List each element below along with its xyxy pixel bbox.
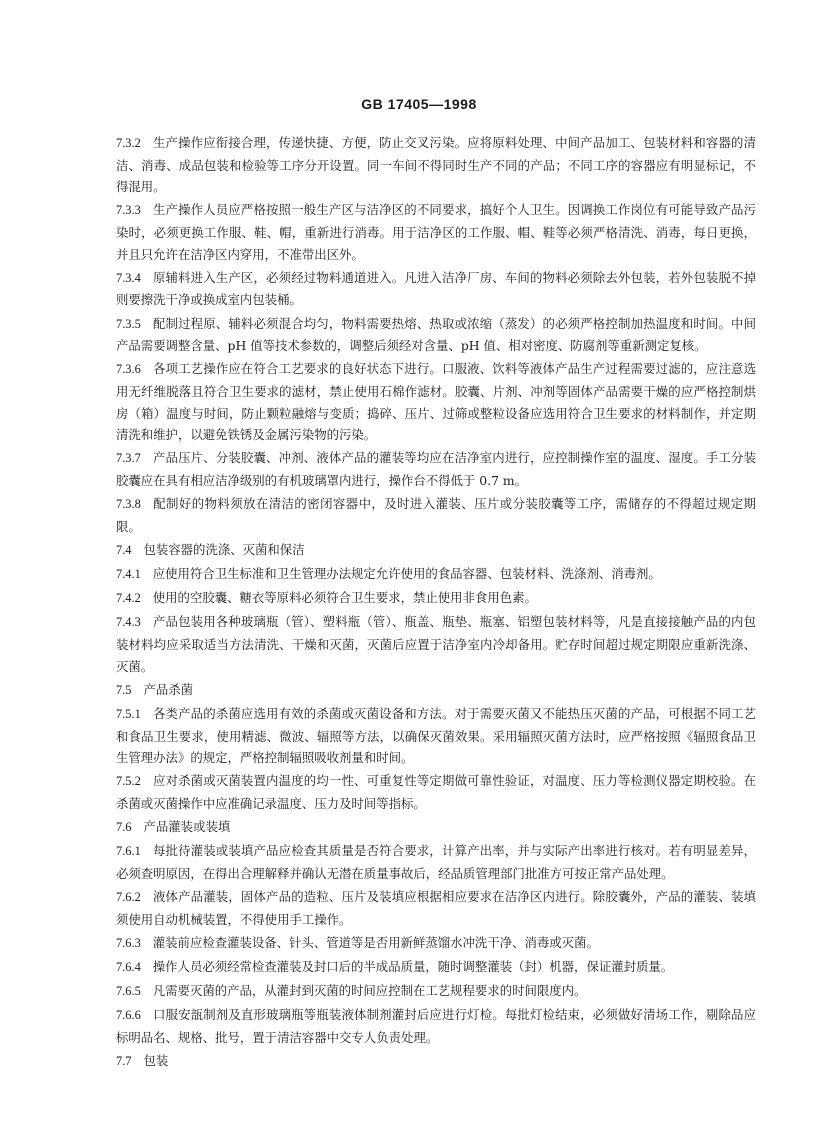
clause-paragraph: [116, 563, 756, 586]
clause-text: 产品灌装或装填: [143, 819, 231, 835]
clause-number: 7.3.3: [116, 203, 141, 218]
clause-paragraph: [116, 980, 756, 1003]
clause-text: 灌装前应检查灌装设备、针头、管道等是否用新鲜蒸馏水冲洗干净、消毒或灭菌。: [152, 934, 599, 950]
clause-number: 7.6.1: [116, 844, 141, 859]
clause-number: 7.4.2: [116, 591, 141, 606]
section-heading: [116, 679, 756, 702]
clause-number: 7.6: [116, 820, 132, 835]
clause-paragraph: [116, 587, 756, 610]
clause-number: 7.3.7: [116, 451, 141, 466]
clause-paragraph: [116, 840, 756, 884]
clause-paragraph: [116, 1004, 756, 1048]
clause-number: 7.6.3: [116, 935, 141, 950]
clause-text: 原辅料进入生产区，必须经过物料通道进入。凡进入洁净厂房、车间的物料必须除去外包装，若外包装脱不掉则要擦洗干净或换成室内包装桶。: [116, 269, 756, 308]
clause-number: 7.3.8: [116, 497, 141, 512]
clause-text: 各类产品的杀菌应选用有效的杀菌或灭菌设备和方法。对于需要灭菌又不能热压灭菌的产品，可根据不同工艺和食品卫生要求，使用精滤、微波、辐照等方法，以确保灭菌效果。采用辐照灭菌方法时，应严格按照《辐照食品卫生管理办法》的规定，严格控制辐照吸收剂量和时间。: [116, 705, 756, 766]
clause-text: 包装容器的洗涤、灭菌和保洁: [143, 541, 305, 557]
clause-paragraph: [116, 886, 756, 930]
clause-text: 应使用符合卫生标准和卫生管理办法规定允许使用的食品容器、包装材料、洗涤剂、消毒剂。: [152, 566, 661, 582]
clause-text: 包装: [143, 1053, 169, 1069]
clause-paragraph: [116, 956, 756, 979]
clause-number: 7.3.4: [116, 270, 141, 285]
clause-text: 生产操作人员应严格按照一般生产区与洁净区的不同要求，搞好个人卫生。因调换工作岗位有可能导致产品污染时，必须更换工作服、鞋、帽，重新进行消毒。用于洁净区的工作服、帽、鞋等必须严格清洗、消毒，每日更换，并且只允许在洁净区内穿用，不准带出区外。: [116, 202, 756, 262]
clause-paragraph: [116, 932, 756, 955]
clause-text: 口服安瓿制剂及直形玻璃瓶等瓶装液体制剂灌封后应进行灯检。每批灯检结束，必须做好清场工作，剔除品应标明品名、规格、批号，置于清洁容器中交专人负责处理。: [116, 1007, 756, 1046]
clause-paragraph: [116, 447, 756, 491]
clause-text: 操作人员必须经常检查灌装及封口后的半成品质量，随时调整灌装（封）机器，保证灌封质量。: [152, 959, 674, 975]
clause-text: 每批待灌装或装填产品应检查其质量是否符合要求，计算产出率，并与实际产出率进行核对。若有明显差异，必须查明原因，在得出合理解释并确认无潜在质量事故后，经品质管理部门批准方可按正常产品处理。: [116, 843, 756, 881]
clause-number: 7.7: [116, 1054, 132, 1069]
clause-paragraph: [116, 493, 756, 537]
clause-number: 7.3.6: [116, 362, 141, 377]
clause-text: 应对杀菌或灭菌装置内温度的均一性、可重复性等定期做可靠性验证，对温度、压力等检测仪器定期校验。在杀菌或灭菌操作中应准确记录温度、压力及时间等指标。: [116, 773, 756, 811]
clause-text: 使用的空胶囊、糖衣等原料必须符合卫生要求，禁止使用非食用色素。: [152, 590, 537, 606]
clause-number: 7.3.5: [116, 316, 141, 331]
section-heading: [116, 1050, 756, 1073]
clause-text: 配制过程原、辅料必须混合均匀，物料需要热熔、热取或浓缩（蒸发）的必须严格控制加热温度和时间。中间产品需要调整含量、pH 值等技术参数的，调整后须经对含量、pH 值、相对密度、防腐剂等重新测定复核。: [116, 315, 756, 354]
clause-number: 7.4.3: [116, 615, 141, 630]
clause-number: 7.6.6: [116, 1008, 141, 1023]
clause-number: 7.4.1: [116, 567, 141, 582]
document-body: [116, 132, 756, 1074]
clause-number: 7.4: [116, 542, 132, 557]
clause-paragraph: [116, 770, 756, 814]
section-heading: [116, 539, 756, 562]
clause-number: 7.5.2: [116, 774, 141, 789]
clause-text: 配制好的物料须放在清洁的密闭容器中，及时进入灌装、压片或分装胶囊等工序，需储存的不得超过规定期限。: [116, 496, 756, 534]
clause-number: 7.5.1: [116, 706, 141, 721]
section-heading: [116, 816, 756, 839]
clause-number: 7.6.5: [116, 984, 141, 999]
clause-text: 产品压片、分装胶囊、冲剂、液体产品的灌装等均应在洁净室内进行，应控制操作室的温度、湿度。手工分装胶囊应在具有相应洁净级别的有机玻璃罩内进行，操作台不得低于 0.7 m。: [116, 450, 756, 488]
clause-text: 凡需要灭菌的产品，从灌封到灭菌的时间应控制在工艺规程要求的时间限度内。: [152, 983, 587, 999]
clause-paragraph: [116, 611, 756, 677]
clause-paragraph: [116, 267, 756, 311]
clause-paragraph: [116, 358, 756, 445]
page-header: GB 17405—1998: [361, 96, 477, 112]
clause-text: 产品包装用各种玻璃瓶（管）、塑料瓶（管）、瓶盖、瓶垫、瓶塞、铝塑包装材料等，凡是直接接触产品的内包装材料均应采取适当方法清洗、干燥和灭菌，灭菌后应置于洁净室内冷却备用。贮存时间超过规定期限应重新洗涤、灭菌。: [116, 614, 756, 674]
clause-text: 生产操作应衔接合理，传递快捷、方便，防止交叉污染。应将原料处理、中间产品加工、包装材料和容器的清洁、消毒、成品包装和检验等工序分开设置。同一车间不得同时生产不同的产品；不同工序的容器应有明显标记，不得混用。: [116, 135, 756, 195]
clause-paragraph: [116, 199, 756, 265]
clause-number: 7.6.4: [116, 960, 141, 975]
clause-number: 7.6.2: [116, 890, 141, 905]
clause-number: 7.5: [116, 682, 132, 697]
clause-number: 7.3.2: [116, 136, 141, 150]
clause-text: 各项工艺操作应在符合工艺要求的良好状态下进行。口服液、饮料等液体产品生产过程需要过滤的，应注意选用无纤维脱落且符合卫生要求的滤材，禁止使用石棉作滤材。胶囊、片剂、冲剂等固体产品需要干燥的应严格控制烘房（箱）温度与时间，防止颗粒融熔与变质；捣碎、压片、过筛或整粒设备应选用符合卫生要求的材料制作，并定期清洗和维护，以避免铁锈及金属污染物的污染。: [116, 361, 756, 443]
clause-text: 产品杀菌: [143, 681, 194, 697]
clause-text: 液体产品灌装，固体产品的造粒、压片及装填应根据相应要求在洁净区内进行。除胶囊外，产品的灌装、装填须使用自动机械装置，不得使用手工操作。: [116, 889, 756, 927]
clause-paragraph: [116, 703, 756, 769]
clause-paragraph: [116, 132, 756, 198]
clause-paragraph: [116, 313, 756, 357]
